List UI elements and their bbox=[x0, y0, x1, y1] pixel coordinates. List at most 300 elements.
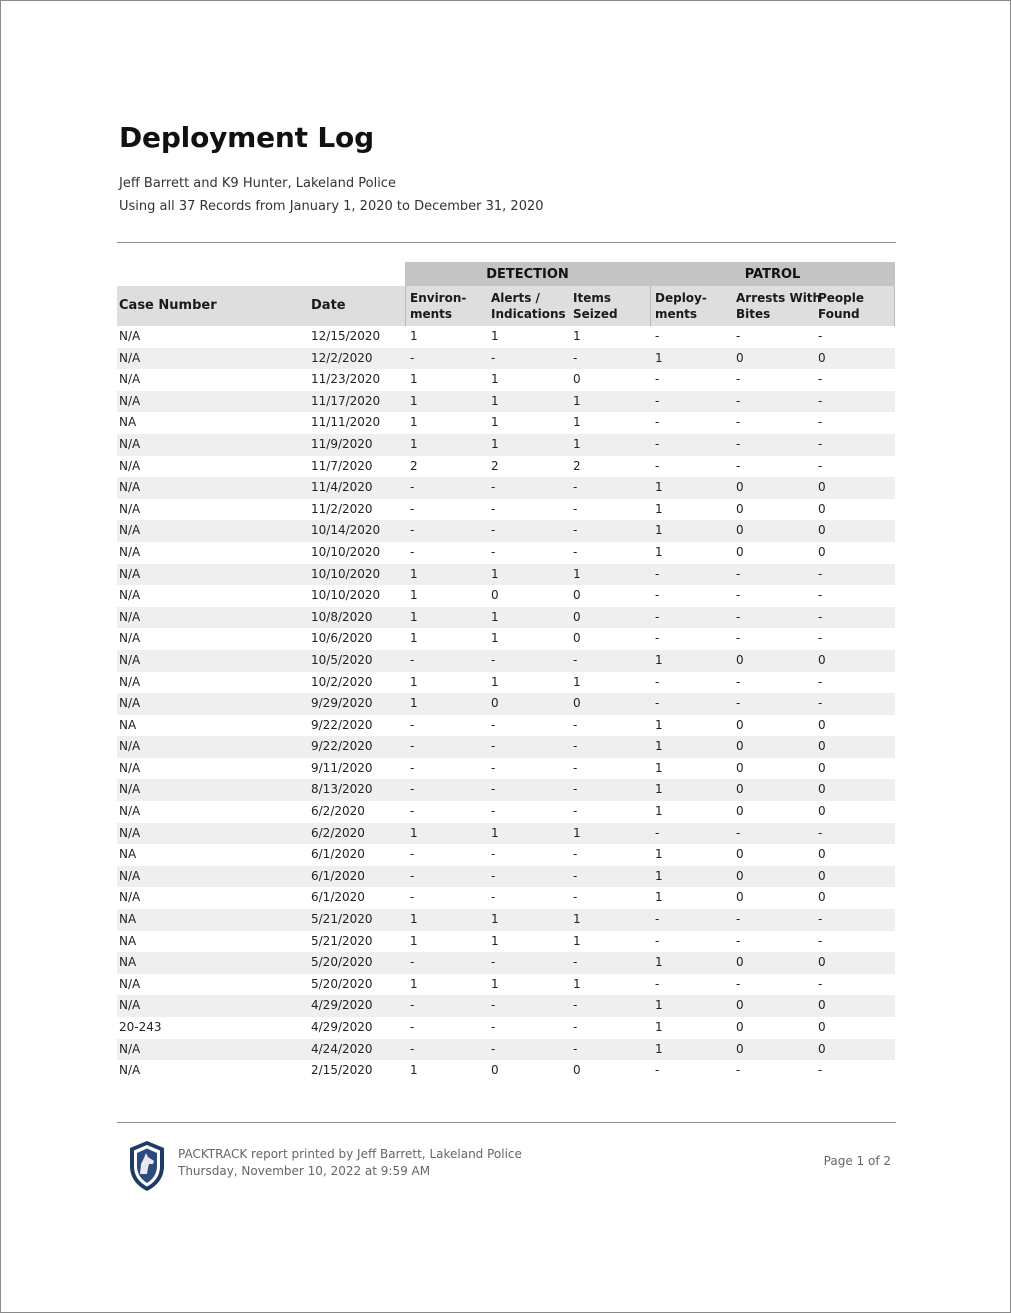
cell-environments: 1 bbox=[410, 609, 418, 624]
cell-deployments: - bbox=[655, 609, 660, 624]
table-row bbox=[117, 348, 895, 370]
cell-alerts-indications: 1 bbox=[491, 436, 499, 451]
cell-people-found: 0 bbox=[818, 717, 826, 732]
table-row bbox=[117, 801, 895, 823]
cell-date: 5/20/2020 bbox=[311, 976, 373, 991]
cell-alerts-indications: - bbox=[491, 350, 496, 365]
cell-environments: 1 bbox=[410, 393, 418, 408]
cell-alerts-indications: - bbox=[491, 544, 496, 559]
cell-arrests-with-bites: - bbox=[736, 696, 741, 711]
cell-date: 8/13/2020 bbox=[311, 782, 373, 797]
cell-case-number: N/A bbox=[119, 372, 141, 387]
cell-date: 6/1/2020 bbox=[311, 847, 365, 862]
cell-people-found: 0 bbox=[818, 523, 826, 538]
cell-case-number: N/A bbox=[119, 523, 141, 538]
cell-environments: - bbox=[410, 480, 415, 495]
cell-alerts-indications: 0 bbox=[491, 696, 499, 711]
cell-people-found: - bbox=[818, 415, 823, 430]
cell-people-found: 0 bbox=[818, 804, 826, 819]
cell-items-seized: 1 bbox=[573, 674, 581, 689]
cell-date: 10/2/2020 bbox=[311, 674, 373, 689]
cell-people-found: 0 bbox=[818, 652, 826, 667]
cell-items-seized: - bbox=[573, 890, 578, 905]
cell-deployments: - bbox=[655, 933, 660, 948]
table-row bbox=[117, 909, 895, 931]
cell-arrests-with-bites: - bbox=[736, 933, 741, 948]
cell-date: 10/14/2020 bbox=[311, 523, 381, 538]
cell-case-number: N/A bbox=[119, 652, 141, 667]
cell-items-seized: - bbox=[573, 782, 578, 797]
cell-environments: - bbox=[410, 847, 415, 862]
cell-arrests-with-bites: - bbox=[736, 372, 741, 387]
cell-environments: 1 bbox=[410, 912, 418, 927]
cell-alerts-indications: 1 bbox=[491, 933, 499, 948]
cell-arrests-with-bites: - bbox=[736, 1063, 741, 1078]
column-header-people-found: People Found bbox=[818, 291, 865, 321]
cell-items-seized: - bbox=[573, 652, 578, 667]
table-row bbox=[117, 412, 895, 434]
cell-arrests-with-bites: - bbox=[736, 588, 741, 603]
footer-printed-by: PACKTRACK report printed by Jeff Barrett, Lakeland Police bbox=[178, 1147, 522, 1161]
cell-environments: - bbox=[410, 717, 415, 732]
cell-date: 5/21/2020 bbox=[311, 933, 373, 948]
cell-items-seized: 1 bbox=[573, 329, 581, 343]
cell-alerts-indications: 1 bbox=[491, 825, 499, 840]
cell-alerts-indications: - bbox=[491, 804, 496, 819]
cell-items-seized: - bbox=[573, 847, 578, 862]
cell-arrests-with-bites: 0 bbox=[736, 523, 744, 538]
column-divider bbox=[650, 286, 651, 326]
cell-alerts-indications: - bbox=[491, 1041, 496, 1056]
column-header-deployments: Deploy- ments bbox=[655, 291, 707, 321]
cell-people-found: 0 bbox=[818, 739, 826, 754]
cell-deployments: - bbox=[655, 393, 660, 408]
cell-case-number: NA bbox=[119, 933, 137, 948]
cell-people-found: 0 bbox=[818, 847, 826, 862]
cell-people-found: - bbox=[818, 976, 823, 991]
cell-date: 4/29/2020 bbox=[311, 998, 373, 1013]
cell-people-found: 0 bbox=[818, 350, 826, 365]
cell-case-number: N/A bbox=[119, 566, 141, 581]
cell-arrests-with-bites: 0 bbox=[736, 544, 744, 559]
cell-items-seized: 1 bbox=[573, 436, 581, 451]
table-row bbox=[117, 628, 895, 650]
cell-date: 9/29/2020 bbox=[311, 696, 373, 711]
table-row bbox=[117, 369, 895, 391]
cell-items-seized: 0 bbox=[573, 372, 581, 387]
cell-date: 12/15/2020 bbox=[311, 329, 381, 343]
cell-deployments: 1 bbox=[655, 523, 663, 538]
cell-deployments: - bbox=[655, 1063, 660, 1078]
cell-date: 6/2/2020 bbox=[311, 825, 365, 840]
table-row bbox=[117, 477, 895, 499]
cell-case-number: 20-243 bbox=[119, 1020, 162, 1034]
cell-people-found: 0 bbox=[818, 501, 826, 516]
cell-deployments: 1 bbox=[655, 350, 663, 365]
table-row bbox=[117, 434, 895, 456]
cell-arrests-with-bites: - bbox=[736, 912, 741, 927]
column-header-arrests-with-bites: Arrests With Bites bbox=[736, 291, 822, 321]
cell-people-found: 0 bbox=[818, 890, 826, 905]
report-title: Deployment Log bbox=[119, 121, 374, 154]
cell-case-number: NA bbox=[119, 415, 137, 430]
cell-alerts-indications: 1 bbox=[491, 393, 499, 408]
table-row bbox=[117, 693, 895, 715]
cell-people-found: - bbox=[818, 609, 823, 624]
group-header-patrol: PATROL bbox=[650, 262, 895, 286]
cell-deployments: - bbox=[655, 566, 660, 581]
page-number: Page 1 of 2 bbox=[823, 1154, 891, 1168]
cell-deployments: 1 bbox=[655, 998, 663, 1013]
cell-case-number: NA bbox=[119, 955, 137, 970]
report-subtitle-range: Using all 37 Records from January 1, 2020 to December 31, 2020 bbox=[119, 199, 544, 214]
footer-divider bbox=[117, 1122, 896, 1123]
cell-arrests-with-bites: 0 bbox=[736, 1041, 744, 1056]
cell-arrests-with-bites: - bbox=[736, 393, 741, 408]
cell-people-found: 0 bbox=[818, 955, 826, 970]
cell-deployments: - bbox=[655, 415, 660, 430]
cell-alerts-indications: - bbox=[491, 652, 496, 667]
cell-case-number: N/A bbox=[119, 350, 141, 365]
table-row bbox=[117, 456, 895, 478]
cell-alerts-indications: 1 bbox=[491, 631, 499, 646]
column-header-items-seized: Items Seized bbox=[573, 291, 618, 321]
cell-environments: - bbox=[410, 501, 415, 516]
cell-items-seized: 0 bbox=[573, 609, 581, 624]
cell-items-seized: 2 bbox=[573, 458, 581, 473]
cell-alerts-indications: 1 bbox=[491, 372, 499, 387]
cell-environments: 1 bbox=[410, 436, 418, 451]
cell-environments: 1 bbox=[410, 566, 418, 581]
table-row bbox=[117, 844, 895, 866]
cell-items-seized: - bbox=[573, 501, 578, 516]
cell-arrests-with-bites: 0 bbox=[736, 890, 744, 905]
column-header-case-number: Case Number bbox=[119, 298, 217, 313]
column-header-environments: Environ- ments bbox=[410, 291, 467, 321]
table-row bbox=[117, 866, 895, 888]
table-row bbox=[117, 823, 895, 845]
cell-date: 2/15/2020 bbox=[311, 1063, 373, 1078]
table-row bbox=[117, 931, 895, 953]
cell-case-number: N/A bbox=[119, 458, 141, 473]
cell-items-seized: 1 bbox=[573, 393, 581, 408]
cell-case-number: N/A bbox=[119, 998, 141, 1013]
cell-date: 6/1/2020 bbox=[311, 868, 365, 883]
cell-people-found: - bbox=[818, 436, 823, 451]
cell-people-found: - bbox=[818, 631, 823, 646]
cell-arrests-with-bites: - bbox=[736, 976, 741, 991]
cell-deployments: 1 bbox=[655, 868, 663, 883]
cell-alerts-indications: - bbox=[491, 523, 496, 538]
cell-people-found: - bbox=[818, 588, 823, 603]
cell-arrests-with-bites: 0 bbox=[736, 717, 744, 732]
cell-arrests-with-bites: 0 bbox=[736, 804, 744, 819]
cell-arrests-with-bites: - bbox=[736, 609, 741, 624]
cell-date: 4/29/2020 bbox=[311, 1020, 373, 1034]
shield-dog-logo-icon bbox=[127, 1140, 167, 1192]
table-row bbox=[117, 779, 895, 801]
cell-arrests-with-bites: - bbox=[736, 458, 741, 473]
cell-people-found: - bbox=[818, 393, 823, 408]
cell-alerts-indications: 1 bbox=[491, 609, 499, 624]
cell-arrests-with-bites: 0 bbox=[736, 652, 744, 667]
cell-environments: 1 bbox=[410, 329, 418, 343]
table-row bbox=[117, 672, 895, 694]
cell-alerts-indications: - bbox=[491, 501, 496, 516]
cell-arrests-with-bites: - bbox=[736, 415, 741, 430]
cell-date: 10/10/2020 bbox=[311, 544, 381, 559]
cell-arrests-with-bites: - bbox=[736, 674, 741, 689]
cell-alerts-indications: 1 bbox=[491, 415, 499, 430]
cell-deployments: 1 bbox=[655, 501, 663, 516]
cell-date: 11/23/2020 bbox=[311, 372, 381, 387]
table-row bbox=[117, 564, 895, 586]
table-row bbox=[117, 391, 895, 413]
cell-items-seized: - bbox=[573, 523, 578, 538]
cell-case-number: N/A bbox=[119, 804, 141, 819]
cell-date: 10/6/2020 bbox=[311, 631, 373, 646]
column-divider bbox=[894, 286, 895, 326]
cell-arrests-with-bites: - bbox=[736, 329, 741, 343]
cell-arrests-with-bites: - bbox=[736, 566, 741, 581]
cell-environments: - bbox=[410, 350, 415, 365]
cell-deployments: - bbox=[655, 696, 660, 711]
table-row bbox=[117, 1060, 895, 1082]
cell-deployments: 1 bbox=[655, 1020, 663, 1034]
table-row bbox=[117, 542, 895, 564]
cell-date: 4/24/2020 bbox=[311, 1041, 373, 1056]
cell-date: 11/11/2020 bbox=[311, 415, 381, 430]
cell-deployments: - bbox=[655, 458, 660, 473]
cell-date: 6/1/2020 bbox=[311, 890, 365, 905]
cell-people-found: 0 bbox=[818, 760, 826, 775]
header-divider bbox=[117, 242, 896, 243]
cell-people-found: - bbox=[818, 933, 823, 948]
cell-environments: - bbox=[410, 760, 415, 775]
cell-alerts-indications: - bbox=[491, 760, 496, 775]
cell-alerts-indications: - bbox=[491, 998, 496, 1013]
cell-arrests-with-bites: 0 bbox=[736, 739, 744, 754]
cell-case-number: N/A bbox=[119, 782, 141, 797]
cell-environments: - bbox=[410, 1041, 415, 1056]
cell-case-number: N/A bbox=[119, 1063, 141, 1078]
cell-items-seized: 0 bbox=[573, 696, 581, 711]
cell-case-number: N/A bbox=[119, 393, 141, 408]
cell-environments: 1 bbox=[410, 825, 418, 840]
cell-items-seized: 1 bbox=[573, 933, 581, 948]
column-header-alerts: Alerts / Indications bbox=[491, 291, 566, 321]
footer-printed-at: Thursday, November 10, 2022 at 9:59 AM bbox=[178, 1164, 431, 1178]
cell-date: 10/10/2020 bbox=[311, 588, 381, 603]
cell-items-seized: 1 bbox=[573, 566, 581, 581]
cell-deployments: - bbox=[655, 588, 660, 603]
cell-deployments: - bbox=[655, 372, 660, 387]
cell-items-seized: - bbox=[573, 480, 578, 495]
cell-environments: 1 bbox=[410, 933, 418, 948]
cell-date: 9/22/2020 bbox=[311, 717, 373, 732]
cell-case-number: N/A bbox=[119, 976, 141, 991]
cell-case-number: N/A bbox=[119, 544, 141, 559]
cell-arrests-with-bites: 0 bbox=[736, 868, 744, 883]
cell-deployments: - bbox=[655, 631, 660, 646]
cell-alerts-indications: 1 bbox=[491, 912, 499, 927]
cell-arrests-with-bites: 0 bbox=[736, 1020, 744, 1034]
cell-environments: - bbox=[410, 804, 415, 819]
cell-people-found: - bbox=[818, 674, 823, 689]
cell-date: 5/21/2020 bbox=[311, 912, 373, 927]
cell-environments: 1 bbox=[410, 696, 418, 711]
cell-environments: 2 bbox=[410, 458, 418, 473]
cell-deployments: 1 bbox=[655, 739, 663, 754]
cell-deployments: 1 bbox=[655, 652, 663, 667]
cell-case-number: N/A bbox=[119, 890, 141, 905]
cell-alerts-indications: - bbox=[491, 890, 496, 905]
cell-people-found: - bbox=[818, 372, 823, 387]
table-row bbox=[117, 952, 895, 974]
cell-environments: - bbox=[410, 890, 415, 905]
cell-case-number: N/A bbox=[119, 739, 141, 754]
cell-case-number: N/A bbox=[119, 588, 141, 603]
cell-case-number: N/A bbox=[119, 631, 141, 646]
table-row bbox=[117, 736, 895, 758]
cell-deployments: - bbox=[655, 329, 660, 343]
cell-case-number: N/A bbox=[119, 480, 141, 495]
cell-items-seized: - bbox=[573, 955, 578, 970]
cell-case-number: N/A bbox=[119, 501, 141, 516]
cell-date: 6/2/2020 bbox=[311, 804, 365, 819]
cell-arrests-with-bites: 0 bbox=[736, 350, 744, 365]
cell-alerts-indications: - bbox=[491, 739, 496, 754]
cell-environments: - bbox=[410, 1020, 415, 1034]
cell-environments: - bbox=[410, 998, 415, 1013]
table-row bbox=[117, 887, 895, 909]
cell-date: 12/2/2020 bbox=[311, 350, 373, 365]
cell-items-seized: 0 bbox=[573, 588, 581, 603]
cell-date: 10/8/2020 bbox=[311, 609, 373, 624]
table-row bbox=[117, 650, 895, 672]
cell-alerts-indications: 0 bbox=[491, 1063, 499, 1078]
cell-deployments: 1 bbox=[655, 717, 663, 732]
cell-environments: - bbox=[410, 782, 415, 797]
cell-alerts-indications: 1 bbox=[491, 976, 499, 991]
cell-arrests-with-bites: 0 bbox=[736, 847, 744, 862]
cell-deployments: 1 bbox=[655, 1041, 663, 1056]
cell-people-found: - bbox=[818, 458, 823, 473]
cell-alerts-indications: - bbox=[491, 847, 496, 862]
cell-people-found: 0 bbox=[818, 1041, 826, 1056]
cell-case-number: N/A bbox=[119, 868, 141, 883]
cell-date: 9/11/2020 bbox=[311, 760, 373, 775]
cell-case-number: NA bbox=[119, 717, 137, 732]
cell-people-found: - bbox=[818, 329, 823, 343]
cell-case-number: N/A bbox=[119, 609, 141, 624]
cell-date: 10/10/2020 bbox=[311, 566, 381, 581]
cell-arrests-with-bites: 0 bbox=[736, 782, 744, 797]
cell-case-number: N/A bbox=[119, 436, 141, 451]
table-row bbox=[117, 758, 895, 780]
cell-deployments: - bbox=[655, 436, 660, 451]
cell-items-seized: - bbox=[573, 1020, 578, 1034]
column-header-date: Date bbox=[311, 298, 346, 313]
cell-date: 9/22/2020 bbox=[311, 739, 373, 754]
cell-environments: - bbox=[410, 868, 415, 883]
cell-environments: 1 bbox=[410, 674, 418, 689]
cell-alerts-indications: - bbox=[491, 782, 496, 797]
cell-arrests-with-bites: - bbox=[736, 825, 741, 840]
cell-date: 5/20/2020 bbox=[311, 955, 373, 970]
cell-environments: - bbox=[410, 955, 415, 970]
cell-case-number: N/A bbox=[119, 825, 141, 840]
cell-items-seized: 0 bbox=[573, 1063, 581, 1078]
cell-people-found: - bbox=[818, 566, 823, 581]
cell-case-number: N/A bbox=[119, 760, 141, 775]
cell-alerts-indications: 0 bbox=[491, 588, 499, 603]
cell-date: 11/17/2020 bbox=[311, 393, 381, 408]
table-row bbox=[117, 995, 895, 1017]
cell-deployments: - bbox=[655, 825, 660, 840]
table-row bbox=[117, 585, 895, 607]
cell-environments: - bbox=[410, 523, 415, 538]
cell-people-found: - bbox=[818, 696, 823, 711]
cell-case-number: N/A bbox=[119, 674, 141, 689]
cell-alerts-indications: 1 bbox=[491, 329, 499, 343]
cell-people-found: - bbox=[818, 825, 823, 840]
cell-environments: 1 bbox=[410, 631, 418, 646]
cell-deployments: - bbox=[655, 976, 660, 991]
table-row bbox=[117, 607, 895, 629]
cell-date: 10/5/2020 bbox=[311, 652, 373, 667]
cell-people-found: 0 bbox=[818, 998, 826, 1013]
cell-deployments: - bbox=[655, 912, 660, 927]
cell-date: 11/9/2020 bbox=[311, 436, 373, 451]
cell-date: 11/7/2020 bbox=[311, 458, 373, 473]
column-header-row bbox=[117, 286, 895, 326]
cell-items-seized: 1 bbox=[573, 825, 581, 840]
cell-arrests-with-bites: 0 bbox=[736, 760, 744, 775]
cell-items-seized: 0 bbox=[573, 631, 581, 646]
table-row bbox=[117, 715, 895, 737]
table-body bbox=[117, 326, 895, 1082]
cell-items-seized: - bbox=[573, 868, 578, 883]
cell-items-seized: - bbox=[573, 350, 578, 365]
table-row bbox=[117, 1039, 895, 1061]
cell-date: 11/2/2020 bbox=[311, 501, 373, 516]
cell-people-found: 0 bbox=[818, 480, 826, 495]
cell-arrests-with-bites: 0 bbox=[736, 480, 744, 495]
cell-case-number: N/A bbox=[119, 1041, 141, 1056]
cell-arrests-with-bites: 0 bbox=[736, 955, 744, 970]
cell-deployments: 1 bbox=[655, 804, 663, 819]
cell-items-seized: - bbox=[573, 739, 578, 754]
cell-deployments: - bbox=[655, 674, 660, 689]
cell-environments: - bbox=[410, 652, 415, 667]
cell-environments: 1 bbox=[410, 372, 418, 387]
table-row bbox=[117, 520, 895, 542]
cell-people-found: 0 bbox=[818, 1020, 826, 1034]
cell-environments: 1 bbox=[410, 976, 418, 991]
cell-environments: 1 bbox=[410, 1063, 418, 1078]
cell-items-seized: - bbox=[573, 804, 578, 819]
cell-items-seized: - bbox=[573, 760, 578, 775]
cell-items-seized: - bbox=[573, 544, 578, 559]
cell-case-number: N/A bbox=[119, 696, 141, 711]
cell-alerts-indications: - bbox=[491, 480, 496, 495]
cell-environments: 1 bbox=[410, 415, 418, 430]
cell-items-seized: 1 bbox=[573, 912, 581, 927]
cell-deployments: 1 bbox=[655, 480, 663, 495]
cell-arrests-with-bites: 0 bbox=[736, 998, 744, 1013]
cell-people-found: 0 bbox=[818, 544, 826, 559]
